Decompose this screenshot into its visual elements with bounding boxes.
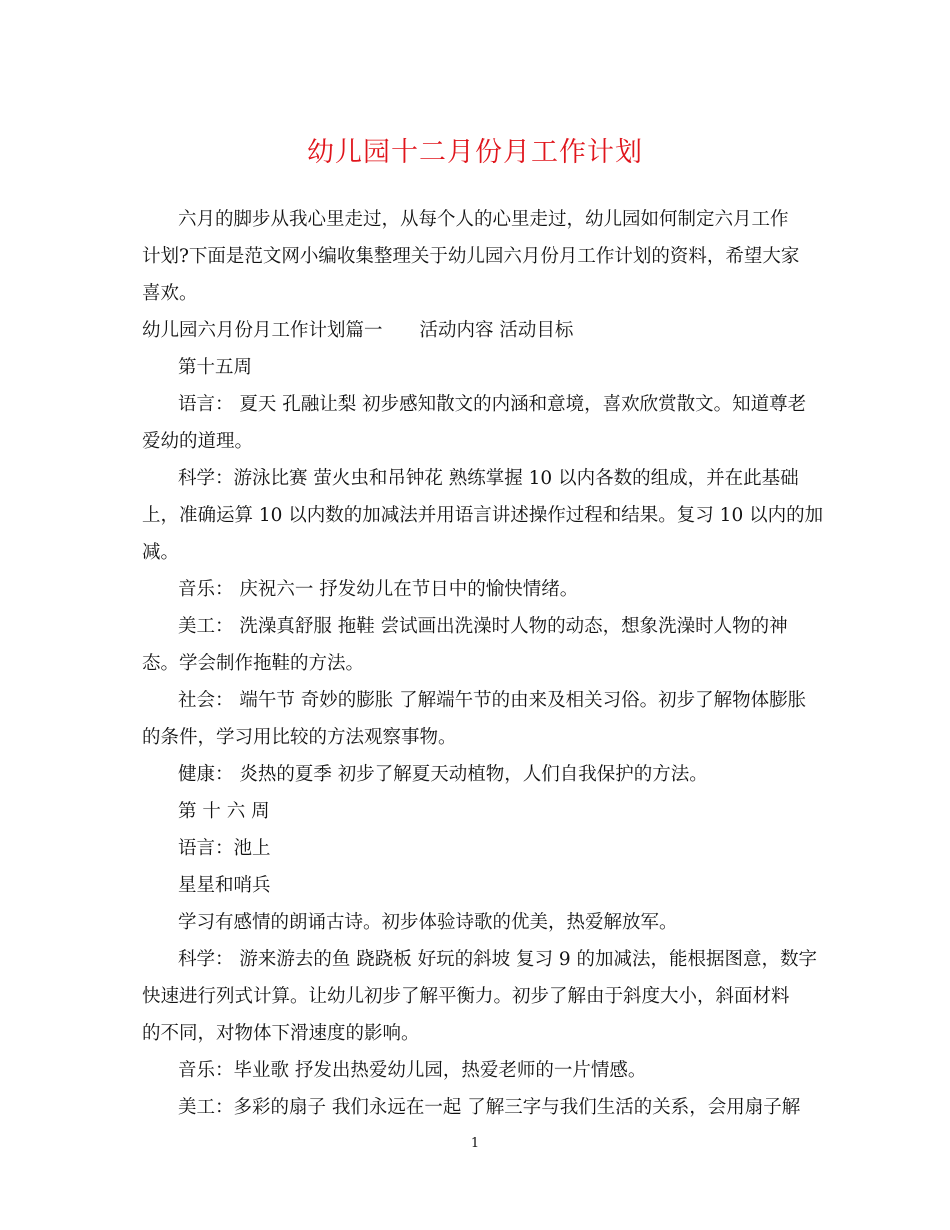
paragraph-line: 的不同，对物体下滑速度的影响。 — [142, 1023, 420, 1044]
paragraph-line: 星星和哨兵 — [178, 875, 271, 896]
paragraph-line: 的条件，学习用比较的方法观察事物。 — [142, 727, 457, 748]
paragraph-line: 美工： 洗澡真舒服 拖鞋 尝试画出洗澡时人物的动态，想象洗澡时人物的神 — [178, 616, 788, 637]
paragraph-line: 爱幼的道理。 — [142, 431, 254, 452]
paragraph-line: 科学： 游来游去的鱼 跷跷板 好玩的斜坡 复习 9 的加减法，能根据图意，数字 — [178, 949, 818, 970]
paragraph-line: 社会： 端午节 奇妙的膨胀 了解端午节的由来及相关习俗。初步了解物体膨胀 — [178, 690, 807, 711]
page-number: 1 — [470, 1136, 480, 1151]
paragraph-line: 健康： 炎热的夏季 初步了解夏天动植物，人们自我保护的方法。 — [178, 764, 708, 785]
paragraph-line: 音乐： 庆祝六一 抒发幼儿在节日中的愉快情绪。 — [178, 579, 579, 600]
paragraph-line: 态。学会制作拖鞋的方法。 — [142, 653, 365, 674]
paragraph-line: 快速进行列式计算。让幼儿初步了解平衡力。初步了解由于斜度大小，斜面材料 — [142, 986, 790, 1007]
paragraph-line: 计划?下面是范文网小编收集整理关于幼儿园六月份月工作计划的资料，希望大家 — [142, 246, 800, 267]
week-heading: 第 十 六 周 — [178, 801, 270, 822]
paragraph-line: 上，准确运算 10 以内数的加减法并用语言讲述操作过程和结果。复习 10 以内的加 — [142, 505, 824, 526]
paragraph-line: 学习有感情的朗诵古诗。初步体验诗歌的优美，热爱解放军。 — [178, 912, 678, 933]
paragraph-line: 美工：多彩的扇子 我们永远在一起 了解三字与我们生活的关系，会用扇子解 — [178, 1097, 801, 1118]
paragraph-line: 音乐：毕业歌 抒发出热爱幼儿园，热爱老师的一片情感。 — [178, 1060, 647, 1081]
paragraph-line: 语言： 夏天 孔融让梨 初步感知散文的内涵和意境，喜欢欣赏散文。知道尊老 — [178, 394, 807, 415]
section-heading: 幼儿园六月份月工作计划篇一 活动内容 活动目标 — [142, 320, 574, 341]
paragraph-line: 科学：游泳比赛 萤火虫和吊钟花 熟练掌握 10 以内各数的组成，并在此基础 — [178, 468, 799, 489]
paragraph-line: 喜欢。 — [142, 283, 198, 304]
paragraph-line: 语言：池上 — [178, 838, 271, 859]
paragraph-line: 减。 — [142, 542, 180, 563]
document-title: 幼儿园十二月份月工作计划 — [307, 137, 643, 168]
week-heading: 第十五周 — [178, 357, 253, 378]
paragraph-line: 六月的脚步从我心里走过，从每个人的心里走过，幼儿园如何制定六月工作 — [178, 209, 789, 230]
